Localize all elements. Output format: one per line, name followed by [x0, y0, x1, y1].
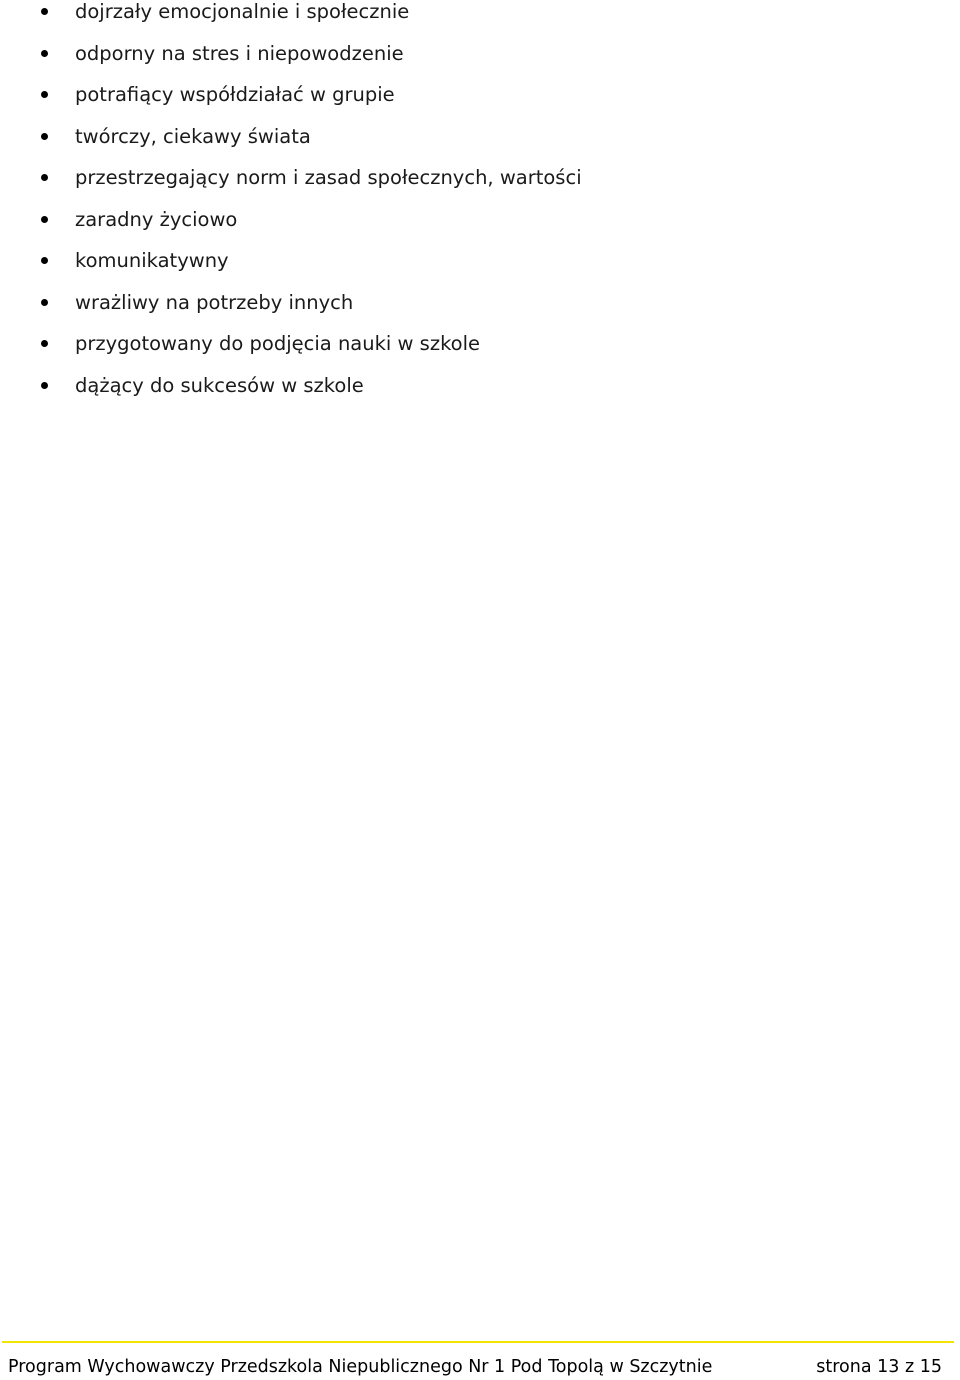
bullet-dot-icon [41, 8, 48, 15]
bullet-dot-icon [41, 216, 48, 223]
list-item [0, 83, 900, 107]
bullet-dot-icon [41, 299, 48, 306]
footer-page-number: strona 13 z 15 [816, 1357, 942, 1377]
footer-document-title: Program Wychowawczy Przedszkola Niepublicznego Nr 1 Pod Topolą w Szczytnie [8, 1357, 713, 1377]
list-item-text: przestrzegający norm i zasad społecznych, wartości [75, 166, 582, 189]
list-item-text: zaradny życiowo [75, 207, 238, 231]
list-item [0, 249, 900, 273]
bullet-dot-icon [41, 257, 48, 264]
list-item [0, 374, 900, 398]
list-item-text: potrafiący współdziałać w grupie [75, 83, 395, 106]
list-item-text: dojrzały emocjonalnie i społecznie [75, 0, 410, 23]
bullet-dot-icon [41, 174, 48, 181]
list-item [0, 125, 900, 149]
footer-divider [2, 1341, 954, 1343]
list-item-text: twórczy, ciekawy świata [75, 124, 311, 148]
list-item-text: komunikatywny [75, 249, 229, 272]
bullet-dot-icon [41, 91, 48, 98]
bullet-dot-icon [41, 382, 48, 389]
list-item [0, 291, 900, 315]
bullet-dot-icon [41, 340, 48, 347]
bullet-dot-icon [41, 50, 48, 57]
list-item [0, 0, 900, 24]
list-item-text: przygotowany do podjęcia nauki w szkole [75, 332, 481, 355]
list-item [0, 166, 900, 190]
list-item-text: wrażliwy na potrzeby innych [75, 290, 354, 314]
bullet-dot-icon [41, 133, 48, 140]
list-item [0, 332, 900, 356]
list-item [0, 42, 900, 66]
list-item [0, 208, 900, 232]
list-item-text: odporny na stres i niepowodzenie [75, 41, 404, 65]
list-item-text: dążący do sukcesów w szkole [75, 373, 364, 397]
